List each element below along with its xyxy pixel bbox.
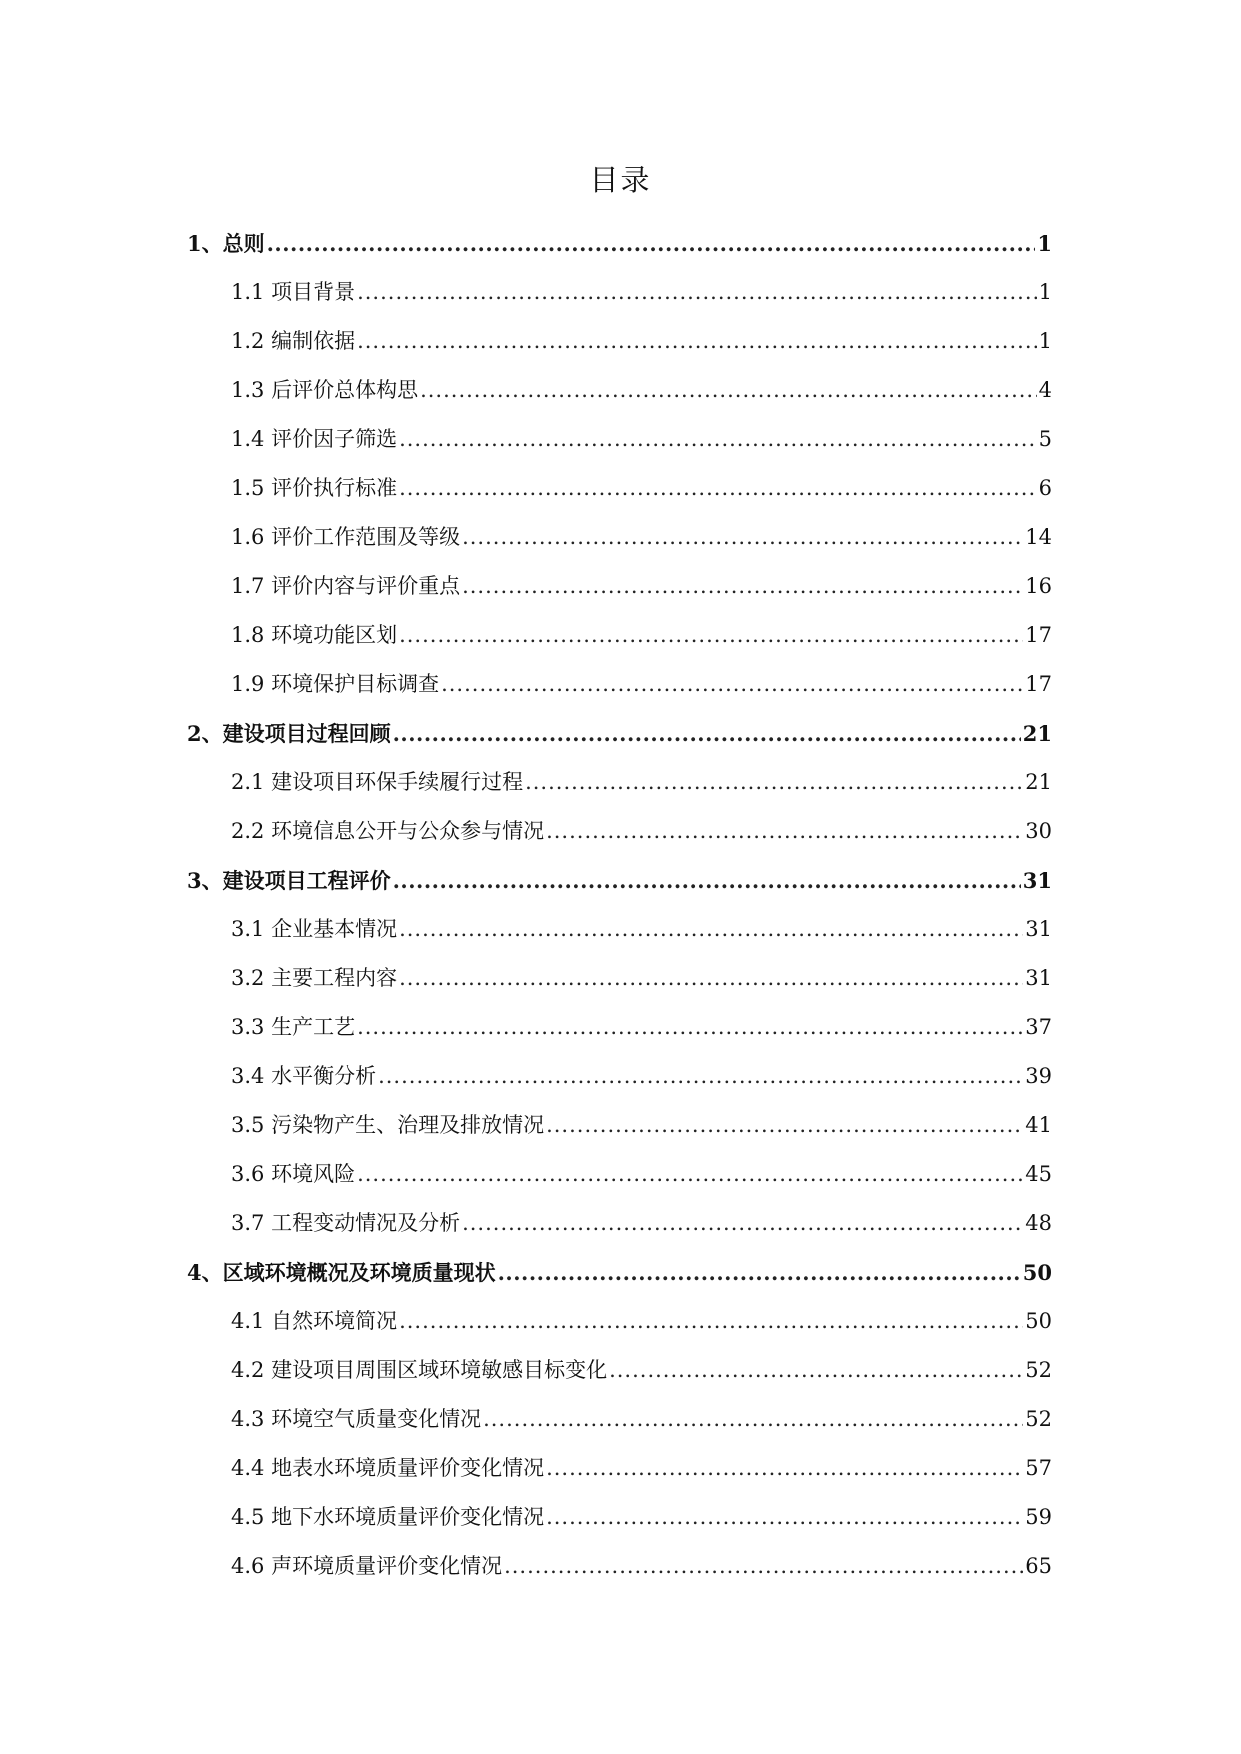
- toc-entry-label: 2.2 环境信息公开与公众参与情况: [231, 819, 545, 843]
- toc-entry-label: 4.3 环境空气质量变化情况: [231, 1407, 482, 1431]
- toc-page-number: 50: [1025, 1309, 1052, 1333]
- toc-page-number: 52: [1025, 1407, 1052, 1431]
- toc-dot-leader: [393, 856, 1021, 905]
- toc-dot-leader: [546, 1493, 1023, 1542]
- toc-dot-leader: [399, 1297, 1023, 1346]
- toc-entry-label: 1.6 评价工作范围及等级: [231, 525, 461, 549]
- toc-dot-leader: [462, 562, 1023, 611]
- toc-dot-leader: [399, 905, 1023, 954]
- toc-entry-label: 3.2 主要工程内容: [231, 966, 398, 990]
- toc-entry-label: 3、建设项目工程评价: [187, 868, 391, 893]
- toc-dot-leader: [504, 1542, 1023, 1591]
- toc-section-entry[interactable]: [187, 415, 1052, 464]
- toc-entry-label: 1.3 后评价总体构思: [231, 378, 419, 402]
- toc-dot-leader: [357, 1003, 1023, 1052]
- toc-page-number: 37: [1025, 1015, 1052, 1039]
- toc-page-number: 30: [1025, 819, 1052, 843]
- toc-entry-label: 3.6 环境风险: [231, 1162, 356, 1186]
- toc-section-entry[interactable]: [187, 905, 1052, 954]
- toc-dot-leader: [399, 954, 1023, 1003]
- toc-page-number: 17: [1025, 623, 1052, 647]
- toc-chapter-entry[interactable]: [187, 709, 1052, 758]
- toc-page-number: 4: [1038, 378, 1052, 402]
- toc-entry-label: 3.5 污染物产生、治理及排放情况: [231, 1113, 545, 1137]
- toc-page-number: 52: [1025, 1358, 1052, 1382]
- toc-chapter-entry[interactable]: [187, 1248, 1052, 1297]
- toc-section-entry[interactable]: [187, 1101, 1052, 1150]
- toc-entry-label: 4.4 地表水环境质量评价变化情况: [231, 1456, 545, 1480]
- toc-page-number: 57: [1025, 1456, 1052, 1480]
- toc-dot-leader: [267, 219, 1036, 268]
- toc-dot-leader: [378, 1052, 1023, 1101]
- toc-dot-leader: [399, 464, 1037, 513]
- toc-dot-leader: [393, 709, 1021, 758]
- toc-dot-leader: [420, 366, 1037, 415]
- toc-page-number: 48: [1025, 1211, 1052, 1235]
- toc-entry-label: 1.7 评价内容与评价重点: [231, 574, 461, 598]
- toc-section-entry[interactable]: [187, 1444, 1052, 1493]
- toc-section-entry[interactable]: [187, 1199, 1052, 1248]
- toc-dot-leader: [399, 611, 1023, 660]
- toc-section-entry[interactable]: [187, 268, 1052, 317]
- toc-section-entry[interactable]: [187, 317, 1052, 366]
- toc-entry-label: 1.1 项目背景: [231, 280, 356, 304]
- toc-section-entry[interactable]: [187, 807, 1052, 856]
- toc-section-entry[interactable]: [187, 660, 1052, 709]
- toc-page-number: 5: [1038, 427, 1052, 451]
- toc-section-entry[interactable]: [187, 464, 1052, 513]
- toc-section-entry[interactable]: [187, 1542, 1052, 1591]
- toc-dot-leader: [525, 758, 1023, 807]
- toc-entry-label: 4.2 建设项目周围区域环境敏感目标变化: [231, 1358, 608, 1382]
- toc-entry-label: 3.1 企业基本情况: [231, 917, 398, 941]
- toc-dot-leader: [546, 1444, 1023, 1493]
- toc-page-number: 21: [1025, 770, 1052, 794]
- toc-page-number: 1: [1038, 329, 1052, 353]
- toc-entry-label: 4.6 声环境质量评价变化情况: [231, 1554, 503, 1578]
- toc-section-entry[interactable]: [187, 1346, 1052, 1395]
- page-title: 目录: [589, 163, 652, 197]
- toc-dot-leader: [609, 1346, 1023, 1395]
- toc-section-entry[interactable]: [187, 1003, 1052, 1052]
- toc-entry-label: 2、建设项目过程回顾: [187, 721, 391, 746]
- toc-entry-label: 1、总则: [187, 231, 265, 256]
- toc-entry-label: 3.3 生产工艺: [231, 1015, 356, 1039]
- toc-page-number: 31: [1025, 966, 1052, 990]
- toc-section-entry[interactable]: [187, 366, 1052, 415]
- toc-page-number: 17: [1025, 672, 1052, 696]
- toc-dot-leader: [357, 268, 1037, 317]
- toc-page-number: 39: [1025, 1064, 1052, 1088]
- toc-dot-leader: [357, 317, 1037, 366]
- toc-dot-leader: [546, 807, 1023, 856]
- toc-dot-leader: [483, 1395, 1023, 1444]
- toc-page-number: 65: [1025, 1554, 1052, 1578]
- toc-entry-label: 1.9 环境保护目标调查: [231, 672, 440, 696]
- toc-dot-leader: [462, 1199, 1023, 1248]
- toc-dot-leader: [546, 1101, 1023, 1150]
- toc-entry-label: 1.2 编制依据: [231, 329, 356, 353]
- toc-page-number: 1: [1038, 280, 1052, 304]
- toc-page-number: 41: [1025, 1113, 1052, 1137]
- toc-entry-label: 1.5 评价执行标准: [231, 476, 398, 500]
- toc-entry-label: 4.1 自然环境简况: [231, 1309, 398, 1333]
- toc-section-entry[interactable]: [187, 513, 1052, 562]
- toc-section-entry[interactable]: [187, 1150, 1052, 1199]
- toc-entry-label: 4、区域环境概况及环境质量现状: [187, 1260, 496, 1285]
- toc-section-entry[interactable]: [187, 562, 1052, 611]
- toc-page-number: 14: [1025, 525, 1052, 549]
- toc-page-number: 31: [1022, 868, 1052, 893]
- toc-page-number: 31: [1025, 917, 1052, 941]
- toc-page-number: 16: [1025, 574, 1052, 598]
- toc-entry-label: 1.4 评价因子筛选: [231, 427, 398, 451]
- toc-section-entry[interactable]: [187, 1297, 1052, 1346]
- toc-chapter-entry[interactable]: [187, 856, 1052, 905]
- toc-section-entry[interactable]: [187, 954, 1052, 1003]
- toc-page-number: 59: [1025, 1505, 1052, 1529]
- toc-entry-label: 2.1 建设项目环保手续履行过程: [231, 770, 524, 794]
- toc-page-number: 50: [1022, 1260, 1052, 1285]
- toc-section-entry[interactable]: [187, 758, 1052, 807]
- toc-dot-leader: [462, 513, 1023, 562]
- toc-section-entry[interactable]: [187, 1395, 1052, 1444]
- toc-section-entry[interactable]: [187, 1052, 1052, 1101]
- toc-chapter-entry[interactable]: [187, 219, 1052, 268]
- toc-dot-leader: [399, 415, 1037, 464]
- toc-page-number: 45: [1025, 1162, 1052, 1186]
- toc-page-number: 1: [1037, 231, 1052, 256]
- toc-section-entry[interactable]: [187, 611, 1052, 660]
- toc-entry-label: 3.4 水平衡分析: [231, 1064, 377, 1088]
- toc-section-entry[interactable]: [187, 1493, 1052, 1542]
- toc-dot-leader: [441, 660, 1023, 709]
- table-of-contents: [187, 219, 1052, 1591]
- toc-entry-label: 1.8 环境功能区划: [231, 623, 398, 647]
- toc-entry-label: 3.7 工程变动情况及分析: [231, 1211, 461, 1235]
- toc-entry-label: 4.5 地下水环境质量评价变化情况: [231, 1505, 545, 1529]
- toc-page-number: 6: [1038, 476, 1052, 500]
- toc-dot-leader: [357, 1150, 1023, 1199]
- toc-dot-leader: [498, 1248, 1021, 1297]
- toc-page-number: 21: [1022, 721, 1052, 746]
